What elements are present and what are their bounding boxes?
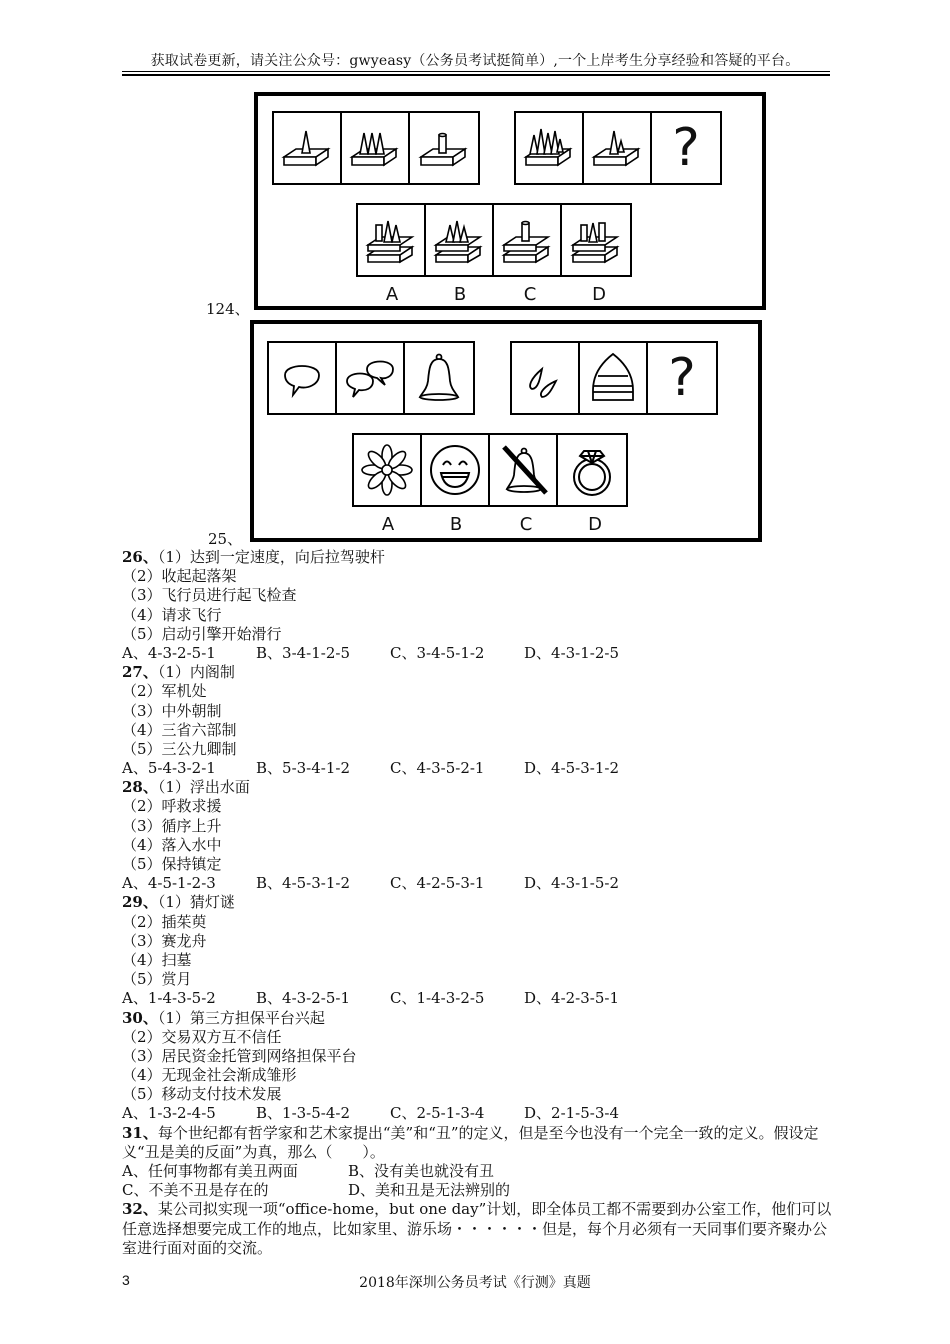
question-29-title: 29、（1）猜灯谜 xyxy=(122,893,235,912)
option-b[interactable]: B、1-3-5-4-2 xyxy=(256,1104,351,1123)
header-rule xyxy=(122,71,830,72)
question-31-options-row-2 xyxy=(122,1181,832,1200)
option-c[interactable]: C、2-5-1-3-4 xyxy=(390,1104,485,1123)
question-29-options xyxy=(122,989,832,1008)
q25-option-b-smiley-icon[interactable] xyxy=(422,435,490,505)
option-a[interactable]: A、任何事物都有美丑两面 xyxy=(122,1162,298,1181)
option-c[interactable]: C、4-2-5-3-1 xyxy=(390,874,485,893)
question-27-options xyxy=(122,759,832,778)
q25-option-d-ring-icon[interactable] xyxy=(558,435,626,505)
question-30-item: （5）移动支付技术发展 xyxy=(122,1085,282,1104)
question-29-item: （2）插茱萸 xyxy=(122,912,207,931)
header-notice: 获取试卷更新，请关注公众号：gwyeasy（公务员考试挺简单）,一个上岸考生分享经验和答疑的平台。 xyxy=(150,53,800,69)
option-a[interactable]: A、4-3-2-5-1 xyxy=(122,643,216,662)
option-c[interactable]: C、不美不丑是存在的 xyxy=(122,1181,269,1200)
option-d[interactable]: D、4-3-1-2-5 xyxy=(524,643,620,662)
q24-option-a-label: A xyxy=(385,284,399,305)
q25-dome-icon xyxy=(580,343,648,413)
option-d[interactable]: D、4-5-3-1-2 xyxy=(524,759,620,778)
question-27-item: （2）军机处 xyxy=(122,682,207,701)
option-d[interactable]: D、美和丑是无法辨别的 xyxy=(348,1181,511,1200)
q25-option-a-flower-icon[interactable] xyxy=(354,435,422,505)
option-a[interactable]: A、5-4-3-2-1 xyxy=(122,759,216,778)
question-30-title: 30、（1）第三方担保平台兴起 xyxy=(122,1008,325,1027)
footer-title: 2018年深圳公务员考试《行测》真题 xyxy=(359,1275,591,1291)
q25-option-d-label: D xyxy=(588,514,602,535)
question-31-stem: 31、每个世纪都有哲学家和艺术家提出“美”和“丑”的定义，但是至今也没有一个完全一致的定义。假设定义“丑是美的反面”为真，那么（ ）。 xyxy=(122,1123,819,1161)
question-27-title: 27、（1）内阁制 xyxy=(122,663,235,682)
q24-option-c-fig[interactable] xyxy=(494,205,562,275)
question-26-title: 26、（1）达到一定速度，向后拉驾驶杆 xyxy=(122,548,385,566)
q24-sequence-2 xyxy=(514,111,722,185)
q25-option-c-label: C xyxy=(519,514,533,535)
question-29-item: （3）赛龙舟 xyxy=(122,931,207,950)
question-list xyxy=(122,548,832,1258)
q24-option-d-label: D xyxy=(592,284,606,305)
question-28-item: （2）呼救求援 xyxy=(122,797,222,816)
question-31-options-row-1 xyxy=(122,1162,832,1181)
question-28-options xyxy=(122,874,832,893)
question-26-item: （2）收起起落架 xyxy=(122,567,237,586)
q24-option-b-fig[interactable] xyxy=(426,205,494,275)
q25-double-bubble-icon xyxy=(337,343,405,413)
q24-number: 124、 xyxy=(206,300,250,318)
q25-number: 25、 xyxy=(208,530,243,548)
option-b[interactable]: B、4-5-3-1-2 xyxy=(256,874,351,893)
q25-sequence-1 xyxy=(267,341,475,415)
q24-question-mark: ? xyxy=(672,118,700,178)
question-30-item: （3）居民资金托管到网络担保平台 xyxy=(122,1046,357,1065)
question-28-title: 28、（1）浮出水面 xyxy=(122,778,250,797)
q25-option-b-label: B xyxy=(449,514,463,535)
q25-droplets-icon xyxy=(512,343,580,413)
question-26-options xyxy=(122,644,832,663)
option-a[interactable]: A、4-5-1-2-3 xyxy=(122,874,216,893)
q24-option-a-fig[interactable] xyxy=(358,205,426,275)
question-26-item: （3）飞行员进行起飞检查 xyxy=(122,586,297,605)
question-27-item: （4）三省六部制 xyxy=(122,720,237,739)
question-30-item: （2）交易双方互不信任 xyxy=(122,1027,282,1046)
question-26-item: （4）请求飞行 xyxy=(122,605,222,624)
q24-options xyxy=(356,203,632,277)
option-a[interactable]: A、1-3-2-4-5 xyxy=(122,1104,216,1123)
option-b[interactable]: B、5-3-4-1-2 xyxy=(256,759,351,778)
option-a[interactable]: A、1-4-3-5-2 xyxy=(122,989,216,1008)
q25-options xyxy=(352,433,628,507)
option-d[interactable]: D、2-1-5-3-4 xyxy=(524,1104,620,1123)
q24-option-d-fig[interactable] xyxy=(562,205,630,275)
q24-fig-4 xyxy=(516,113,584,183)
q24-fig-2 xyxy=(342,113,410,183)
q24-option-c-label: C xyxy=(523,284,537,305)
page-number: 3 xyxy=(122,1272,130,1288)
question-27-item: （5）三公九卿制 xyxy=(122,739,237,758)
option-c[interactable]: C、4-3-5-2-1 xyxy=(390,759,485,778)
question-29-item: （4）扫墓 xyxy=(122,950,192,969)
q24-fig-1 xyxy=(274,113,342,183)
header-rule-thick xyxy=(122,74,830,76)
q25-speech-bubble-icon xyxy=(269,343,337,413)
q24-fig-5 xyxy=(584,113,652,183)
question-28-item: （4）落入水中 xyxy=(122,835,222,854)
q25-bell-icon xyxy=(405,343,473,413)
q24-option-b-label: B xyxy=(453,284,467,305)
question-28-item: （3）循序上升 xyxy=(122,816,222,835)
option-c[interactable]: C、3-4-5-1-2 xyxy=(390,643,485,662)
q25-option-c-no-bell-icon[interactable] xyxy=(490,435,558,505)
question-26-item: （5）启动引擎开始滑行 xyxy=(122,624,282,643)
option-c[interactable]: C、1-4-3-2-5 xyxy=(390,989,485,1008)
question-32-stem: 32、某公司拟实现一项“office-home，but one day”计划，即全体员工都不需要到办公室工作，他们可以任意选择想要完成工作的地点，比如家里、游乐场・・・・・・但是，每个月必须有一天同事们要齐聚办公室进行面对面的交流。 xyxy=(122,1200,832,1257)
option-d[interactable]: D、4-2-3-5-1 xyxy=(524,989,620,1008)
question-29-item: （5）赏月 xyxy=(122,970,192,989)
option-b[interactable]: B、3-4-1-2-5 xyxy=(256,643,351,662)
option-b[interactable]: B、没有美也就没有丑 xyxy=(348,1162,495,1181)
q25-sequence-2 xyxy=(510,341,718,415)
question-30-item: （4）无现金社会渐成雏形 xyxy=(122,1066,297,1085)
q24-sequence-1 xyxy=(272,111,480,185)
question-30-options xyxy=(122,1104,832,1123)
option-b[interactable]: B、4-3-2-5-1 xyxy=(256,989,351,1008)
question-27-item: （3）中外朝制 xyxy=(122,701,222,720)
q25-option-a-label: A xyxy=(381,514,395,535)
question-28-item: （5）保持镇定 xyxy=(122,855,222,873)
option-d[interactable]: D、4-3-1-5-2 xyxy=(524,874,620,893)
q25-question-mark: ? xyxy=(668,348,696,408)
q24-fig-3 xyxy=(410,113,478,183)
